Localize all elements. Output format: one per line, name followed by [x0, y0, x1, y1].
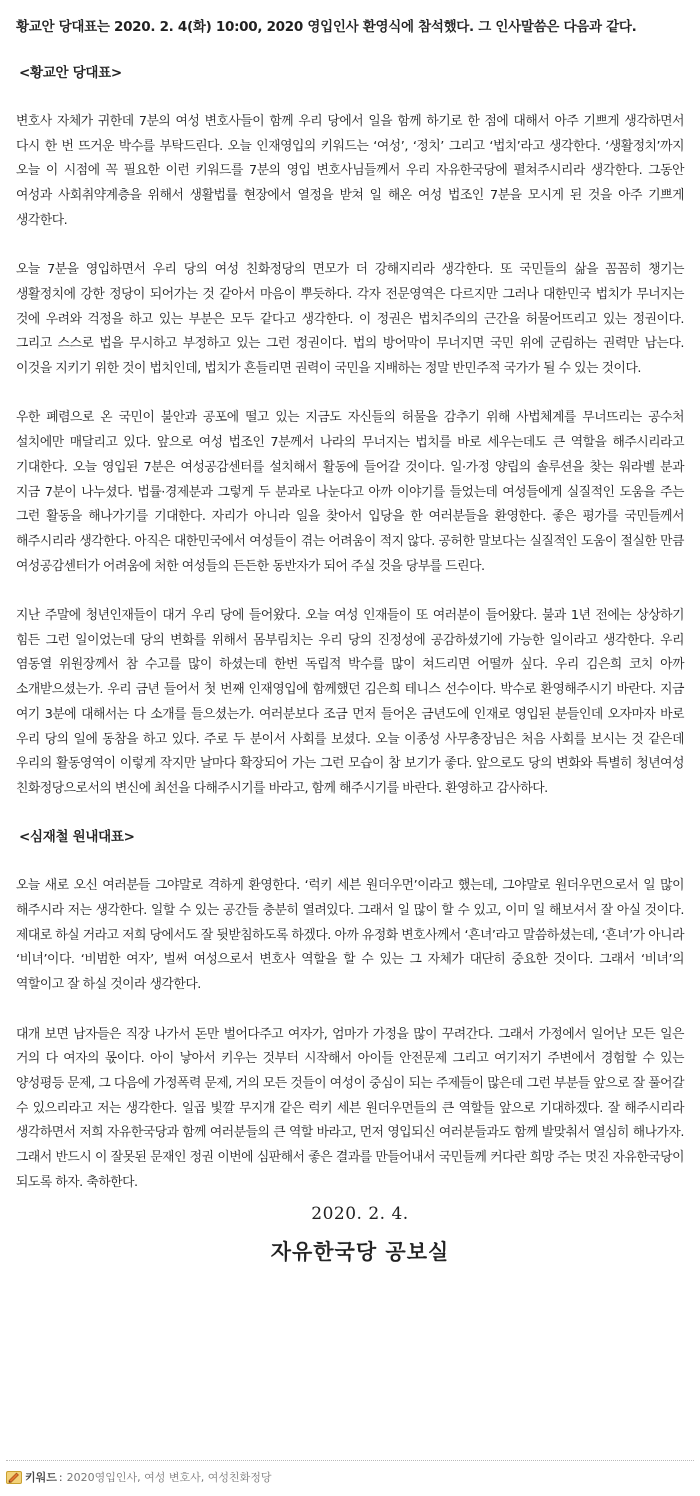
pencil-icon [6, 1471, 22, 1484]
keywords-separator: : [58, 1470, 63, 1484]
paragraph: 오늘 새로 오신 여러분들 그야말로 격하게 환영한다. ‘럭키 세븐 원더우먼’이라고 했는데, 그야말로 원더우먼으로서 일 많이 해주시라 저는 생각한다. 일할 수 있는 공간들 충분히 열려있다. 그래서 일 많이 할 수 있고, 이미 일 해보셔서 잘 아실 것이다. 제대로 하실 거라고 저희 당에서도 잘 뒷받침하도록 하겠다. 아까 유정화 변호사께서 ‘흔녀’라고 말씀하셨는데, ‘흔녀’가 아니라 ‘비녀’이다. ‘비범한 여자’, 벌써 여성으로서 변호사 역할을 할 수 있는 그 자체가 대단히 중요한 것이다. 그래서 ‘비녀’의 역할이고 잘 하실 것이라 생각한다. [16, 878, 684, 993]
keywords-value: 2020영입인사, 여성 변호사, 여성친화정당 [66, 1471, 272, 1484]
paragraph: 오늘 7분을 영입하면서 우리 당의 여성 친화정당의 면모가 더 강해지리라 생각한다. 또 국민들의 삶을 꼼꼼히 챙기는 생활정치에 강한 정당이 되어가는 것 같아서 마음이 뿌듯하다. 각자 전문영역은 다르지만 그러나 대한민국 법치가 무너지는 것에 우려와 걱정을 하고 있는 부분은 모두 같다고 생각한다. 이 정권은 법치주의의 근간을 허물어뜨리고 있는 정권이다. 그리고 스스로 법을 무시하고 부정하고 있는 그런 정권이다. 법의 방어막이 무너지면 국민 위에 군림하는 권력만 남는다. 이것을 지키기 위한 것이 법치인데, 법치가 흔들리면 권력이 국민을 지배하는 정말 반민주적 국가가 될 수 있는 것이다. [16, 262, 684, 377]
organization-signature: 자유한국당 공보실 [270, 1240, 450, 1265]
keywords-label: 키워드 [25, 1471, 57, 1484]
paragraph: 대개 보면 남자들은 직장 나가서 돈만 벌어다주고 여자가, 엄마가 가정을 많이 꾸려간다. 그래서 가정에서 일어난 모든 일은 거의 다 여자의 몫이다. 아이 낳아서 키우는 것부터 시작해서 아이들 안전문제 그리고 여기저기 주변에서 경험할 수 있는 양성평등 문제, 그 다음에 가정폭력 문제, 거의 모든 것들이 여성이 중심이 되는 주제들이 많은데 그런 부분들 앞으로 잘 풀어갈 수 있으리라고 저는 생각한다. 일곱 빛깔 무지개 같은 럭키 세븐 원더우먼들의 큰 역할들 앞으로 기대하겠다. 잘 해주시리라 생각하면서 저희 자유한국당과 함께 여러분들의 큰 역할 바라고, 먼저 영입되신 여러분들과도 함께 발맞춰서 열심히 해나가자. 그래서 반드시 이 잘못된 문재인 정권 이번에 심판해서 좋은 결과를 만들어내서 국민들께 커다란 희망 주는 멋진 자유한국당이 되도록 하자. 축하한다. [16, 1026, 684, 1190]
section-heading-hwang: <황교안 당대표> [19, 65, 122, 81]
release-date: 2020. 2. 4. [311, 1204, 409, 1225]
paragraph: 변호사 자체가 귀한데 7분의 여성 변호사들이 함께 우리 당에서 일을 함께 하기로 한 점에 대해서 아주 기쁘게 생각하면서 다시 한 번 뜨거운 박수를 부탁드린다. 오늘 인재영입의 키워드는 ‘여성’, ‘정치’ 그리고 ‘법치’라고 생각한다. ‘생활정치’까지 오늘 이 시점에 꼭 필요한 이런 키워드를 7분의 영입 변호사님들께서 우리 자유한국당에 펼쳐주시리라 생각한다. 그동안 여성과 사회취약계층을 위해서 생활법률 현장에서 열정을 받쳐 일 해온 여성 법조인 7분을 모시게 된 것을 아주 기쁘게 생각한다. [16, 114, 684, 228]
lead-sentence: 황교안 당대표는 2020. 2. 4(화) 10:00, 2020 영입인사 환영식에 참석했다. 그 인사말씀은 다음과 같다. [16, 19, 637, 35]
paragraph: 지난 주말에 청년인재들이 대거 우리 당에 들어왔다. 오늘 여성 인재들이 또 여러분이 들어왔다. 불과 1년 전에는 상상하기 힘든 그런 일이었는데 당의 변화를 위해서 몸부림치는 우리 당의 진정성에 공감하셨기에 가능한 일이라고 생각한다. 우리 염동열 위원장께서 참 수고를 많이 하셨는데 한번 독립적 박수를 많이 쳐드리면 어떨까 싶다. 우리 김은희 코치 아까 소개받으셨는가. 우리 금년 들어서 첫 번째 인재영입에 함께했던 김은희 테니스 선수이다. 박수로 환영해주시기 바란다. 지금 여기 3분에 대해서는 다 소개를 들으셨는가. 여러분보다 조금 먼저 들어온 금년도에 인재로 영입된 분들인데 오자마자 바로 우리 당의 일에 동참을 하고 있다. 주로 두 분이서 사회를 보셨다. 오늘 이종성 사무총장님은 처음 사회를 보시는 것 같은데 우리의 활동영역이 이렇게 작지만 날마다 확장되어 가는 그런 모습이 참 보기가 좋다. 앞으로도 당의 변화와 특별히 청년여성 친화정당으로서의 변신에 최선을 다해주시기를 바라고, 함께 해주시기를 바란다. 환영하고 감사하다. [16, 608, 684, 796]
paragraph: 우한 폐렴으로 온 국민이 불안과 공포에 떨고 있는 지금도 자신들의 허물을 감추기 위해 사법체계를 무너뜨리는 공수처 설치에만 매달리고 있다. 앞으로 여성 법조인 7분께서 나라의 무너지는 법치를 바로 세우는데도 큰 역할을 해주시리라고 기대한다. 오늘 영입된 7분은 여성공감센터를 설치해서 활동에 들어갈 것이다. 일·가정 양립의 솔루션을 찾는 워라벨 분과 지금 7분이 나누셨다. 법률·경제분과 그렇게 두 분과로 나눈다고 아까 이야기를 들었는데 여성들에게 실질적인 도움을 주는 그런 활동을 해나가기를 기대한다. 자리가 아니라 일을 찾아서 입당을 한 여러분들을 환영한다. 좋은 평가를 국민들께서 해주시리라 생각한다. 아직은 대한민국에서 여성들이 겪는 어려움이 적지 않다. 공허한 말보다는 실질적인 도움이 절실한 만큼 여성공감센터가 어려움에 처한 여성들의 든든한 동반자가 되어 주실 것을 당부를 드린다. [16, 410, 684, 574]
section-heading-shim: <심재철 원내대표> [19, 829, 135, 846]
keywords-bar [6, 1460, 694, 1485]
